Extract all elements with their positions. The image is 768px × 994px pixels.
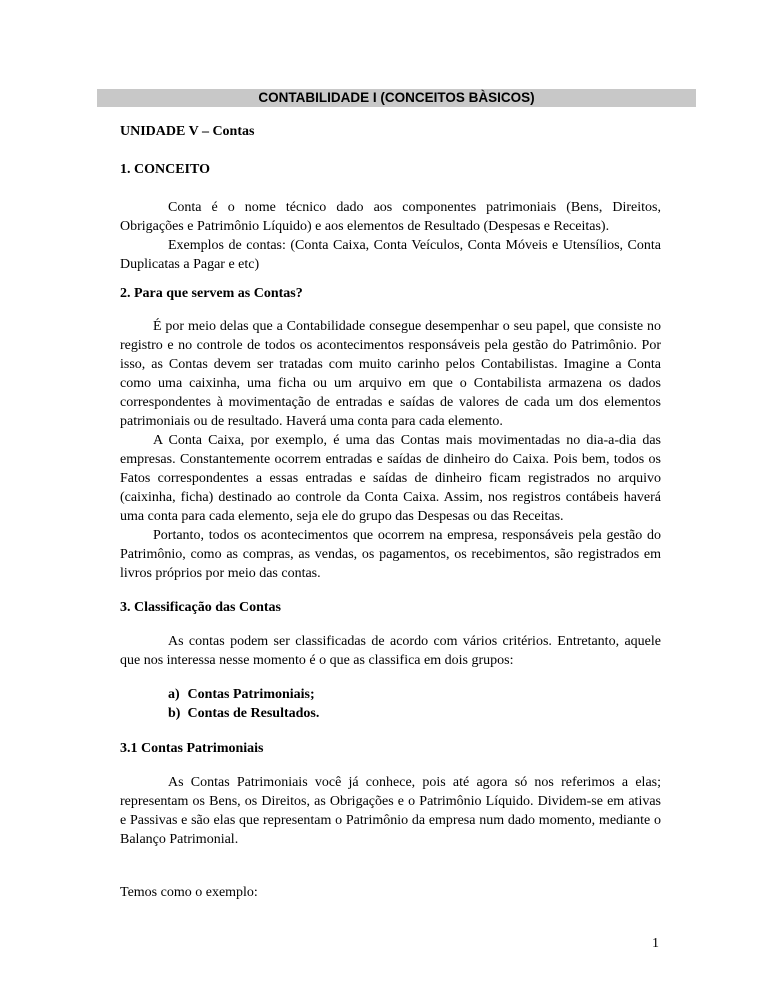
- section-3-1-heading: 3.1 Contas Patrimoniais: [120, 741, 264, 756]
- section-3-1-paragraph-2: Temos como o exemplo:: [120, 885, 258, 900]
- section-2-paragraph-1: É por meio delas que a Contabilidade consegue desempenhar o seu papel, que consiste no registro e no controle de todos os acontecimentos responsáveis pela gestão do Patrimônio. Por isso, as Contas devem ser tratadas com muito carinho pelos Contabilistas. Imagine a Conta como uma caixinha, uma ficha ou um arquivo em que o Contabilista armazena os dados correspondentes à movimentação de entradas e saídas de valores de cada um dos elementos patrimoniais ou de resultado. Haverá uma conta para cada elemento.: [120, 319, 661, 429]
- section-2-paragraph-2: A Conta Caixa, por exemplo, é uma das Contas mais movimentadas no dia-a-dia das empresas. Constantemente ocorrem entradas e saídas de dinheiro do Caixa. Pois bem, todos os Fatos correspondentes a essas entradas e saídas de dinheiro ficam registrados no arquivo (caixinha, ficha) destinado ao controle da Conta Caixa. Assim, nos registros contábeis haverá uma conta para cada elemento, seja ele do grupo das Despesas ou das Receitas.: [120, 433, 661, 524]
- document-body: [120, 122, 661, 902]
- account-group-list: [120, 685, 661, 723]
- section-1-paragraph-1: Conta é o nome técnico dado aos componentes patrimoniais (Bens, Direitos, Obrigações e Patrimônio Líquido) e aos elementos de Resultado (Despesas e Receitas).: [120, 200, 661, 234]
- section-1-heading: 1. CONCEITO: [120, 162, 210, 177]
- section-3-1-paragraph-1: As Contas Patrimoniais você já conhece, pois até agora só nos referimos a elas; representam os Bens, os Direitos, as Obrigações e o Patrimônio Líquido. Dividem-se em ativas e Passivas e são elas que representam o Patrimônio da empresa num dado momento, mediante o Balanço Patrimonial.: [120, 775, 661, 847]
- list-item: a) Contas Patrimoniais;: [168, 687, 315, 702]
- section-3-paragraph-1: As contas podem ser classificadas de acordo com vários critérios. Entretanto, aquele que nos interessa nesse momento é o que as classifica em dois grupos:: [120, 634, 661, 668]
- section-1-paragraph-2: Exemplos de contas: (Conta Caixa, Conta Veículos, Conta Móveis e Utensílios, Conta Duplicatas a Pagar e etc): [120, 238, 661, 272]
- document-title: CONTABILIDADE I (CONCEITOS BÀSICOS): [97, 89, 696, 107]
- section-2-heading: 2. Para que servem as Contas?: [120, 286, 303, 301]
- section-2-paragraph-3: Portanto, todos os acontecimentos que ocorrem na empresa, responsáveis pela gestão do Patrimônio, como as compras, as vendas, os pagamentos, os recebimentos, são registrados em livros próprios por meio das contas.: [120, 528, 661, 581]
- section-3-heading: 3. Classificação das Contas: [120, 600, 282, 615]
- unit-heading: UNIDADE V – Contas: [120, 124, 255, 139]
- page-number: 1: [652, 936, 659, 951]
- list-item: b) Contas de Resultados.: [168, 706, 320, 721]
